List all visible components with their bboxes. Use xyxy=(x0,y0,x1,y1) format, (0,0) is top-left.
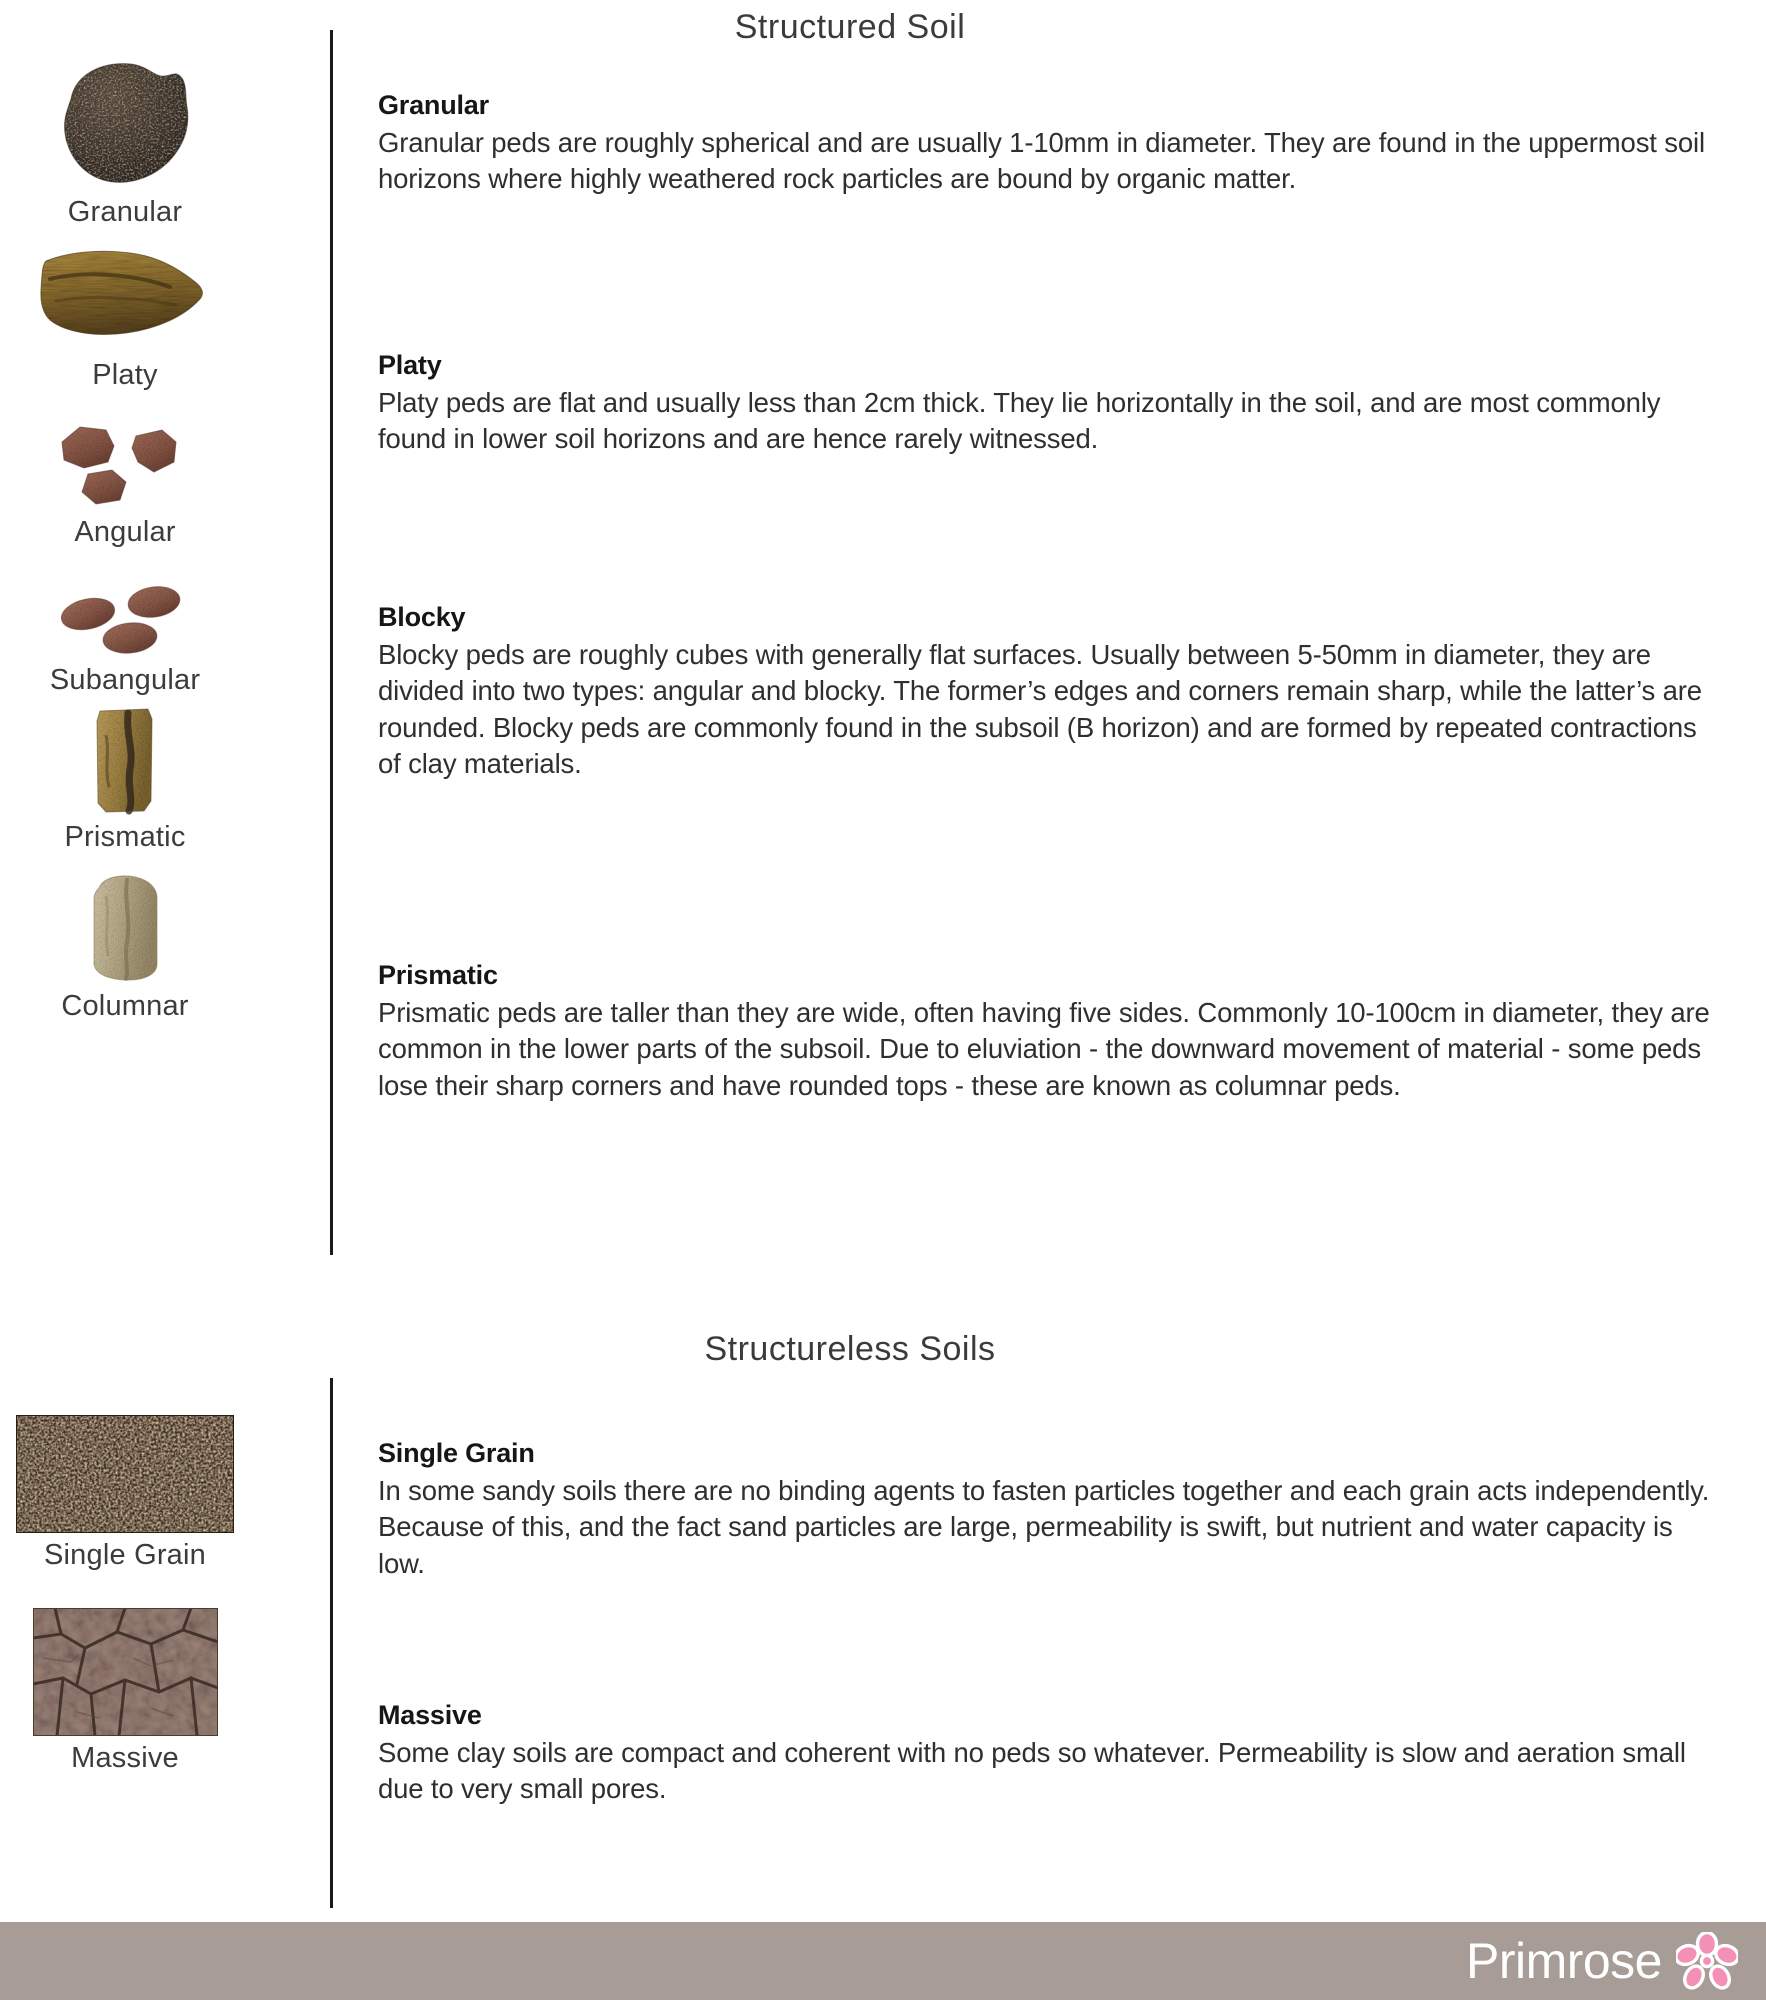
entry-prismatic xyxy=(378,960,1718,1104)
section-title-structureless-soils: Structureless Soils xyxy=(704,1330,996,1368)
figure-massive xyxy=(0,1608,250,1773)
figure-granular xyxy=(0,55,250,227)
entry-blocky xyxy=(378,602,1718,782)
entry-heading: Granular xyxy=(378,90,489,120)
section-structureless-soils xyxy=(0,1330,1766,1890)
figure-columnar xyxy=(0,872,250,1021)
section-divider-structureless xyxy=(330,1378,333,1908)
entry-heading: Platy xyxy=(378,350,442,380)
entry-body: Granular peds are roughly spherical and are usually 1-10mm in diameter. They are found in the uppermost soil horizons where highly weathered rock particles are bound by organic matter. xyxy=(378,127,1705,195)
section-title-structured-soil: Structured Soil xyxy=(734,8,966,46)
entry-heading: Massive xyxy=(378,1700,482,1730)
figure-single-grain xyxy=(0,1415,250,1570)
entry-heading: Single Grain xyxy=(378,1438,535,1468)
prismatic-ped-illustration xyxy=(0,705,250,815)
figure-caption: Subangular xyxy=(49,664,201,696)
entry-granular xyxy=(378,90,1718,198)
primrose-flower-logo xyxy=(1676,1932,1738,1990)
figure-caption: Single Grain xyxy=(44,1539,206,1571)
figure-caption: Granular xyxy=(67,196,183,228)
entry-heading: Prismatic xyxy=(378,960,498,990)
section-divider-structured xyxy=(330,30,333,1255)
figure-caption: Prismatic xyxy=(64,821,186,853)
figure-caption: Platy xyxy=(92,359,158,391)
platy-ped-illustration xyxy=(0,243,250,353)
subangular-ped-illustration xyxy=(0,580,250,658)
figure-subangular xyxy=(0,580,250,695)
entry-heading: Blocky xyxy=(378,602,466,632)
entry-body: Some clay soils are compact and coherent with no peds so whatever. Permeability is slow and aeration small due to very small pores. xyxy=(378,1737,1686,1805)
figure-platy xyxy=(0,243,250,390)
entry-platy xyxy=(378,350,1718,458)
figure-prismatic xyxy=(0,705,250,852)
figure-caption: Columnar xyxy=(61,990,189,1022)
brand-name: Primrose xyxy=(1465,1933,1662,1989)
figure-caption: Angular xyxy=(74,516,176,548)
angular-ped-illustration xyxy=(0,420,250,510)
massive-clay-soil-swatch xyxy=(0,1608,250,1736)
entry-body: Blocky peds are roughly cubes with generally flat surfaces. Usually between 5-50mm in diameter, they are divided into two types: angular and blocky. The former’s edges and corners remain sharp, while the latter’s are rounded. Blocky peds are commonly found in the subsoil (B horizon) and are formed by repeated contractions of clay materials. xyxy=(378,639,1702,779)
figure-caption: Massive xyxy=(71,1742,179,1774)
entry-massive xyxy=(378,1700,1718,1808)
single-grain-soil-swatch xyxy=(0,1415,250,1533)
entry-body: In some sandy soils there are no binding agents to fasten particles together and each grain acts independently. Because of this, and the fact sand particles are large, permeability is swift, but nutrient and water capacity is low. xyxy=(378,1475,1710,1579)
entry-single-grain xyxy=(378,1438,1718,1582)
columnar-ped-illustration xyxy=(0,872,250,984)
figure-angular xyxy=(0,420,250,547)
footer-brand-bar xyxy=(0,1922,1766,2000)
entry-body: Prismatic peds are taller than they are wide, often having five sides. Commonly 10-100cm in diameter, they are common in the lower parts of the subsoil. Due to eluviation - the downward movement of material - some peds lose their sharp corners and have rounded tops - these are known as columnar peds. xyxy=(378,997,1710,1101)
entry-body: Platy peds are flat and usually less than 2cm thick. They lie horizontally in the soil, and are most commonly found in lower soil horizons and are hence rarely witnessed. xyxy=(378,387,1661,455)
granular-ped-illustration xyxy=(0,55,250,190)
